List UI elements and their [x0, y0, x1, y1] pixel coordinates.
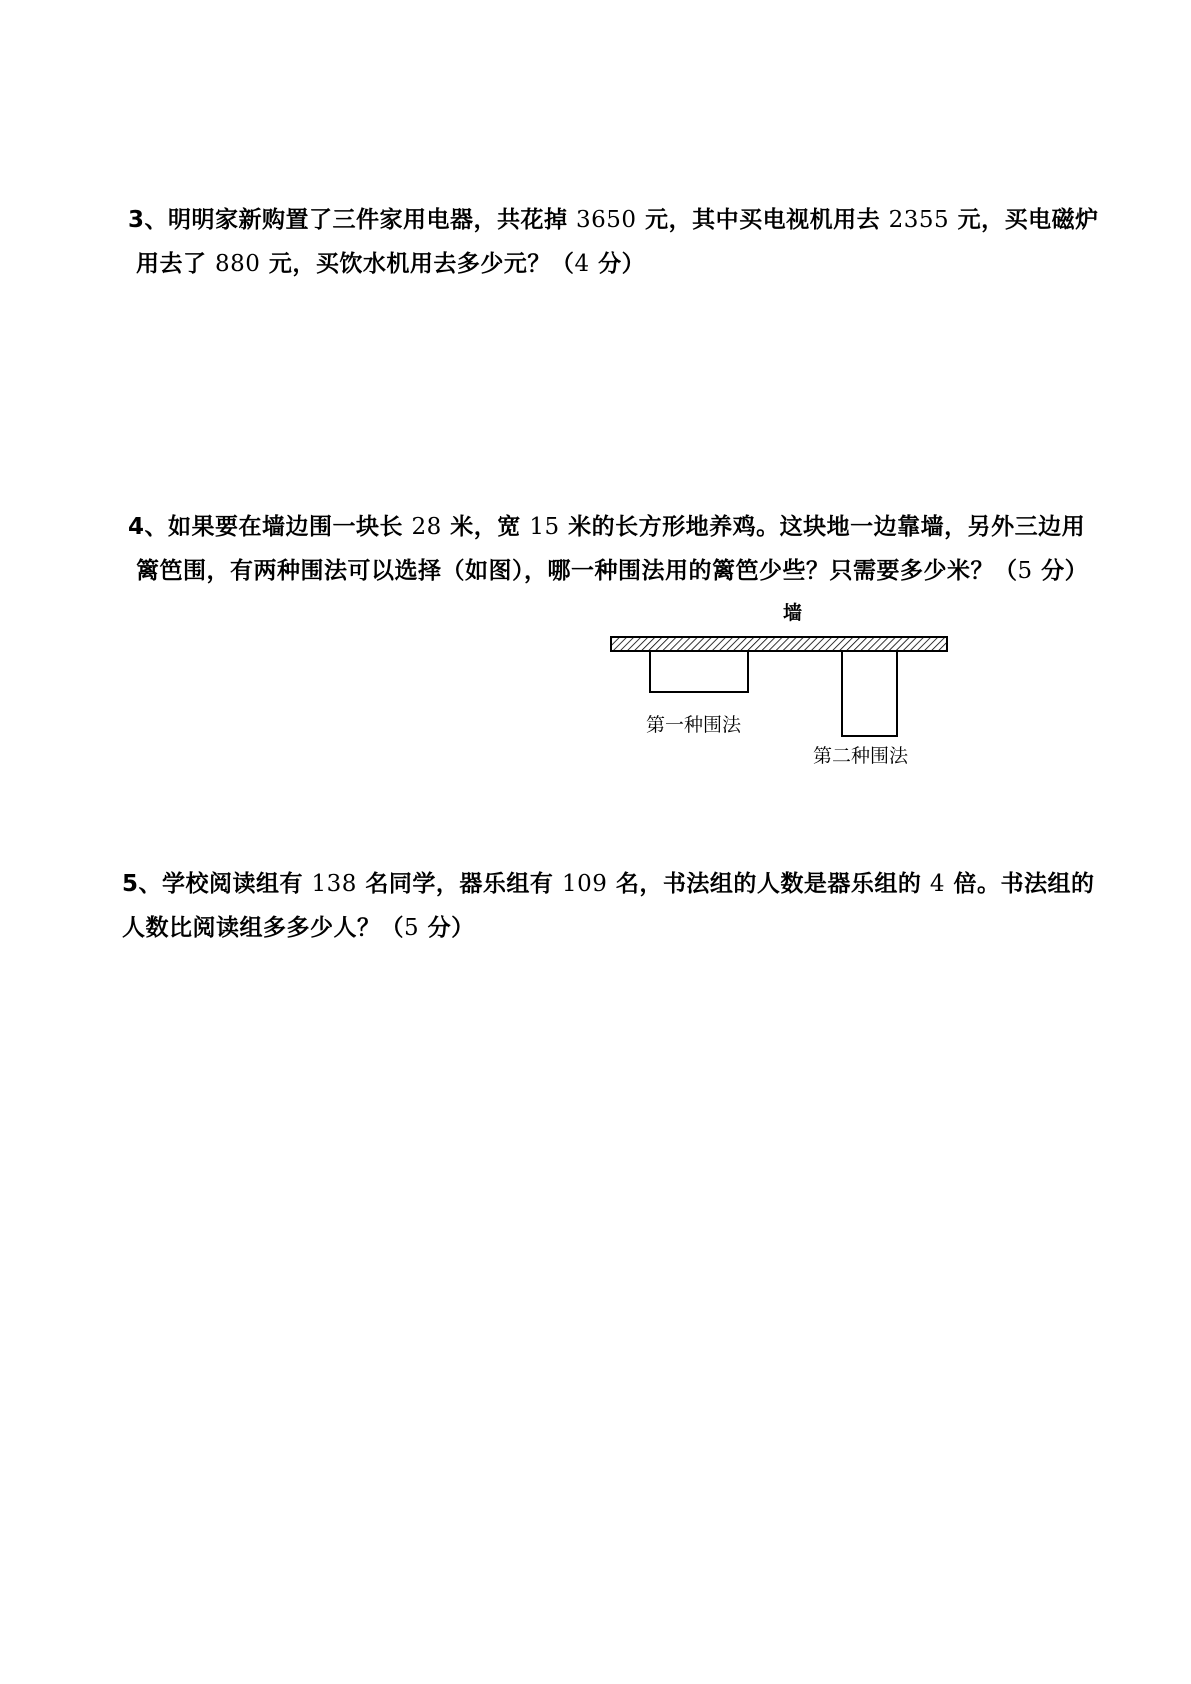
question-text: 名，书法组的人数是器乐组的 [607, 871, 930, 897]
question-5 [122, 862, 1095, 950]
question-5-line-1 [122, 862, 1095, 906]
number-value: 109 [561, 871, 608, 897]
question-text: 米，宽 [441, 514, 530, 540]
wall [611, 637, 947, 651]
question-4-line-1 [128, 505, 1088, 549]
question-3-line-2 [128, 242, 1088, 286]
question-text: 用去了 [136, 251, 216, 277]
number-value: 4 [574, 251, 590, 277]
question-5-line-2 [122, 906, 1082, 950]
question-text: 分） [589, 251, 646, 277]
question-3-line-1 [128, 198, 1099, 242]
question-text: 3、明明家新购置了三件家用电器，共花掉 [128, 207, 577, 233]
number-value: 138 [311, 871, 357, 897]
question-text: 分） [1032, 558, 1089, 584]
number-value: 4 [929, 871, 945, 897]
number-value: 28 [411, 514, 442, 540]
question-text: 4、如果要在墙边围一块长 [128, 514, 412, 540]
number-value: 5 [404, 915, 420, 941]
number-value: 15 [529, 514, 560, 540]
method-1-label: 第一种围法 [646, 714, 742, 736]
question-text: 5、学校阅读组有 [122, 871, 312, 897]
question-4-line-2 [128, 549, 1088, 593]
question-text: 倍。书法组的 [945, 871, 1095, 897]
method-2-rectangle [842, 651, 897, 736]
question-text: 元，买电磁炉 [949, 207, 1099, 233]
question-text: 人数比阅读组多多少人？（ [122, 915, 404, 941]
question-text: 元，其中买电视机用去 [636, 207, 889, 233]
wall-label: 墙 [783, 602, 803, 624]
number-value: 880 [215, 251, 261, 277]
method-1-rectangle [650, 651, 748, 692]
number-value: 2355 [888, 207, 950, 233]
method-2-label: 第二种围法 [813, 745, 909, 767]
question-text: 元，买饮水机用去多少元？（ [260, 251, 575, 277]
question-4 [128, 505, 1088, 593]
question-text: 米的长方形地养鸡。这块地一边靠墙，另外三边用 [559, 514, 1086, 540]
question-text: 名同学，器乐组有 [356, 871, 562, 897]
number-value: 5 [1017, 558, 1033, 584]
number-value: 3650 [576, 207, 637, 233]
question-text: 分） [419, 915, 475, 941]
question-text: 篱笆围，有两种围法可以选择（如图），哪一种围法用的篱笆少些？只需要多少米？（ [136, 558, 1018, 584]
question-3 [128, 198, 1099, 286]
